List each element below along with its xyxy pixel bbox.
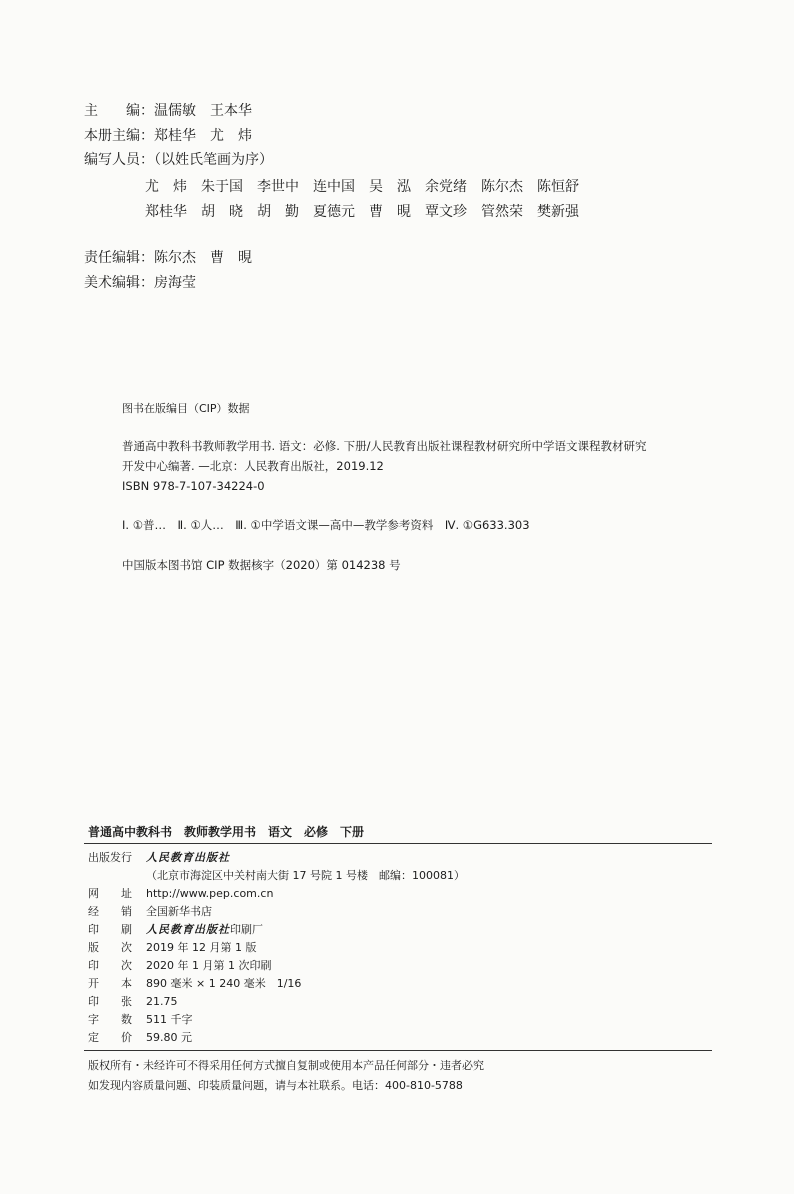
sheets-value: 21.75 — [146, 995, 178, 1008]
publisher-logo-text: 人民教育出版社 — [146, 851, 230, 864]
writers-line — [84, 152, 273, 168]
word-count-label: 字 数 — [88, 1013, 132, 1026]
publisher-label: 出版发行 — [88, 851, 132, 864]
writer-name: 曹 晛 — [369, 204, 411, 220]
copyright-notice: 版权所有・未经许可不得采用任何方式擅自复制或使用本产品任何部分・违者必究 — [88, 1059, 484, 1072]
responsible-editor-value: 陈尔杰 曹 晛 — [154, 250, 252, 266]
writer-name: 管然荣 — [481, 204, 523, 220]
writer-name: 夏德元 — [313, 204, 355, 220]
pub-row-price — [88, 1031, 192, 1044]
writers-row-1 — [145, 179, 593, 195]
pub-row-format — [88, 977, 301, 990]
writer-name: 郑桂华 — [145, 204, 187, 220]
divider-bottom — [84, 1050, 712, 1051]
distributor-label: 经 销 — [88, 905, 132, 918]
quality-contact: 如发现内容质量问题、印装质量问题，请与本社联系。电话：400-810-5788 — [88, 1079, 463, 1092]
writers-label: 编写人员： — [84, 152, 154, 168]
book-title: 普通高中教科书 教师教学用书 语文 必修 下册 — [88, 825, 365, 839]
printer-logo-text: 人民教育出版社 — [146, 923, 230, 936]
cip-heading: 图书在版编目（CIP）数据 — [122, 402, 250, 415]
cip-classification: Ⅰ. ①普… Ⅱ. ①人… Ⅲ. ①中学语文课—高中—教学参考资料 Ⅳ. ①G633.303 — [122, 518, 530, 532]
cip-line-1: 普通高中教科书教师教学用书. 语文：必修. 下册/人民教育出版社课程教材研究所中学语文课程教材研究 — [122, 439, 647, 453]
pub-row-sheets — [88, 995, 178, 1008]
responsible-editor-label: 责任编辑： — [84, 250, 154, 266]
writer-name: 李世中 — [257, 179, 299, 195]
chief-editor-line — [84, 103, 252, 119]
format-value: 890 毫米 × 1 240 毫米 1/16 — [146, 977, 302, 990]
volume-editor-label: 本册主编： — [84, 128, 154, 144]
writers-row-2 — [145, 204, 593, 220]
address-text: （北京市海淀区中关村南大街 17 号院 1 号楼 邮编：100081） — [146, 869, 465, 882]
volume-editor-value: 郑桂华 尤 炜 — [154, 128, 252, 144]
chief-editor-label: 主 编： — [84, 103, 154, 119]
art-editor-line — [84, 275, 196, 291]
format-label: 开 本 — [88, 977, 132, 990]
distributor-value: 全国新华书店 — [146, 905, 212, 918]
publisher-address — [146, 869, 465, 882]
writer-name: 樊新强 — [537, 204, 579, 220]
writers-note: （以姓氏笔画为序） — [154, 152, 273, 168]
cip-isbn: ISBN 978-7-107-34224-0 — [122, 479, 265, 493]
printer-label: 印 刷 — [88, 923, 132, 936]
chief-editor-value: 温儒敏 王本华 — [154, 103, 252, 119]
writer-name: 吴 泓 — [369, 179, 411, 195]
price-value: 59.80 元 — [146, 1031, 192, 1044]
divider-top — [84, 843, 712, 844]
writer-name: 陈尔杰 — [481, 179, 523, 195]
website-value: http://www.pep.com.cn — [146, 887, 274, 900]
writer-name: 朱于国 — [201, 179, 243, 195]
writer-name: 胡 勤 — [257, 204, 299, 220]
publisher-row — [88, 851, 230, 864]
writer-name: 连中国 — [313, 179, 355, 195]
pub-row-website — [88, 887, 273, 900]
responsible-editor-line — [84, 250, 252, 266]
edition-label: 版 次 — [88, 941, 132, 954]
pub-row-distributor — [88, 905, 212, 918]
writer-name: 覃文珍 — [425, 204, 467, 220]
printing-label: 印 次 — [88, 959, 132, 972]
pub-row-printer — [88, 923, 263, 936]
price-label: 定 价 — [88, 1031, 132, 1044]
website-label: 网 址 — [88, 887, 132, 900]
word-count-value: 511 千字 — [146, 1013, 193, 1026]
writer-name: 尤 炜 — [145, 179, 187, 195]
writer-name: 胡 晓 — [201, 204, 243, 220]
art-editor-value: 房海莹 — [154, 275, 196, 291]
cip-record-number: 中国版本图书馆 CIP 数据核字（2020）第 014238 号 — [122, 558, 401, 572]
edition-value: 2019 年 12 月第 1 版 — [146, 941, 257, 954]
writer-name: 陈恒舒 — [537, 179, 579, 195]
printing-value: 2020 年 1 月第 1 次印刷 — [146, 959, 272, 972]
art-editor-label: 美术编辑： — [84, 275, 154, 291]
volume-editor-line — [84, 128, 252, 144]
pub-row-word-count — [88, 1013, 193, 1026]
cip-line-2: 开发中心编著. —北京：人民教育出版社，2019.12 — [122, 459, 384, 473]
pub-row-edition — [88, 941, 256, 954]
pub-row-printing — [88, 959, 271, 972]
printer-value: 印刷厂 — [230, 923, 263, 936]
sheets-label: 印 张 — [88, 995, 132, 1008]
writer-name: 余党绪 — [425, 179, 467, 195]
